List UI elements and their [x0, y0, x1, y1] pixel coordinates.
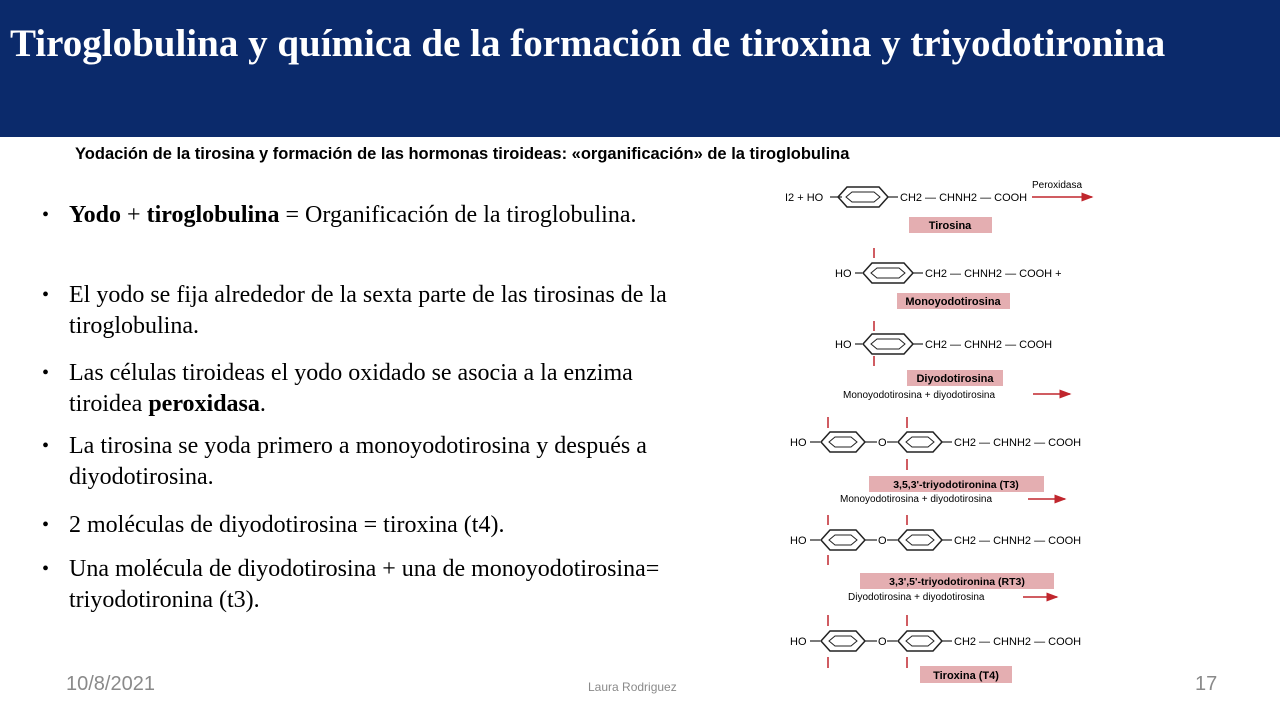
monoiodotyrosine-structure: [835, 248, 1062, 309]
slide-number: 17: [1195, 673, 1218, 695]
bullet-item: [42, 200, 672, 231]
tyrosine-structure: [785, 180, 1092, 233]
reaction-text: Diyodotirosina + diyodotirosina: [848, 592, 985, 603]
bullet-dot: •: [42, 514, 50, 536]
hydroxyl-label: HO: [790, 535, 807, 547]
bold-term: Yodo: [69, 202, 122, 228]
bullet-text: [69, 282, 667, 339]
bullet-text: [69, 556, 659, 613]
side-chain: CH2 — CHNH2 — COOH +: [925, 268, 1062, 280]
ether-oxygen: O: [878, 636, 887, 648]
bullet-item: [42, 358, 672, 420]
slide-title: Tiroglobulina y química de la formación de tiroxina y triyodotironina: [10, 22, 1166, 65]
t4-structure: [790, 615, 1081, 683]
bullet-dot: •: [42, 284, 50, 306]
compound-label: Tiroxina (T4): [933, 670, 999, 682]
text-run: La tirosina se yoda primero a monoyodotirosina y después a diyodotirosina.: [69, 433, 647, 490]
enzyme-label: Peroxidasa: [1032, 180, 1083, 191]
bullet-text: [69, 512, 504, 538]
bullet-item: [42, 280, 672, 342]
hydroxyl-label: HO: [790, 636, 807, 648]
text-run: Las células tiroideas el yodo oxidado se asocia a la enzima tiroidea: [69, 360, 633, 417]
ether-oxygen: O: [878, 535, 887, 547]
bullet-text: [69, 202, 637, 228]
compound-label: Tirosina: [928, 220, 972, 232]
text-run: .: [259, 391, 266, 417]
benzene-ring-icon: [821, 631, 865, 651]
diiodotyrosine-structure: [835, 321, 1070, 401]
figure-caption: Yodación de la tirosina y formación de las hormonas tiroideas: «organificación» de la tiroglobulina: [75, 145, 850, 163]
text-run: = Organificación de la tiroglobulina.: [279, 202, 637, 228]
t3-structure: [790, 417, 1081, 505]
title-banner: [0, 0, 1280, 137]
rt3-structure: [790, 515, 1081, 603]
text-run: Una molécula de diyodotirosina + una de monoyodotirosina= triyodotironina (t3).: [69, 556, 660, 613]
benzene-ring-icon: [821, 432, 865, 452]
bold-term: peroxidasa: [148, 391, 260, 417]
hydroxyl-label: HO: [835, 339, 852, 351]
reaction-text: Monoyodotirosina + diyodotirosina: [843, 390, 996, 401]
benzene-ring-icon: [821, 530, 865, 550]
bullet-text: [69, 360, 633, 417]
footer-author: Laura Rodriguez: [588, 680, 677, 694]
bullet-dot: •: [42, 435, 50, 457]
bullet-item: [42, 554, 672, 616]
side-chain: CH2 — CHNH2 — COOH: [900, 192, 1028, 204]
side-chain: CH2 — CHNH2 — COOH: [954, 535, 1082, 547]
text-run: 2 moléculas de diyodotirosina = tiroxina (t4).: [69, 512, 505, 538]
compound-label: Monoyodotirosina: [905, 296, 1001, 308]
compound-label: Diyodotirosina: [916, 373, 994, 385]
reaction-text: Monoyodotirosina + diyodotirosina: [840, 494, 993, 505]
bullet-dot: •: [42, 362, 50, 384]
iodination-diagram: [780, 172, 1110, 687]
bold-term: tiroglobulina: [146, 202, 280, 228]
bullet-dot: •: [42, 558, 50, 580]
bullet-text: [69, 433, 647, 490]
benzene-ring-icon: [898, 432, 942, 452]
ether-oxygen: O: [878, 437, 887, 449]
bullet-item: [42, 510, 672, 541]
benzene-ring-icon: [898, 631, 942, 651]
text-run: +: [121, 202, 147, 228]
bullet-dot: •: [42, 204, 50, 226]
side-chain: CH2 — CHNH2 — COOH: [925, 339, 1053, 351]
benzene-ring-icon: [898, 530, 942, 550]
side-chain: CH2 — CHNH2 — COOH: [954, 437, 1082, 449]
side-chain: CH2 — CHNH2 — COOH: [954, 636, 1082, 648]
bullet-item: [42, 431, 672, 493]
hydroxyl-label: HO: [790, 437, 807, 449]
text-run: El yodo se fija alrededor de la sexta parte de las tirosinas de la tiroglobulina.: [69, 282, 667, 339]
compound-label: 3,5,3'-triyodotironina (T3): [893, 479, 1019, 491]
hydroxyl-label: HO: [835, 268, 852, 280]
compound-label: 3,3',5'-triyodotironina (RT3): [889, 576, 1025, 588]
footer-date: 10/8/2021: [66, 673, 155, 695]
reactant-prefix: I2 + HO: [785, 192, 824, 204]
